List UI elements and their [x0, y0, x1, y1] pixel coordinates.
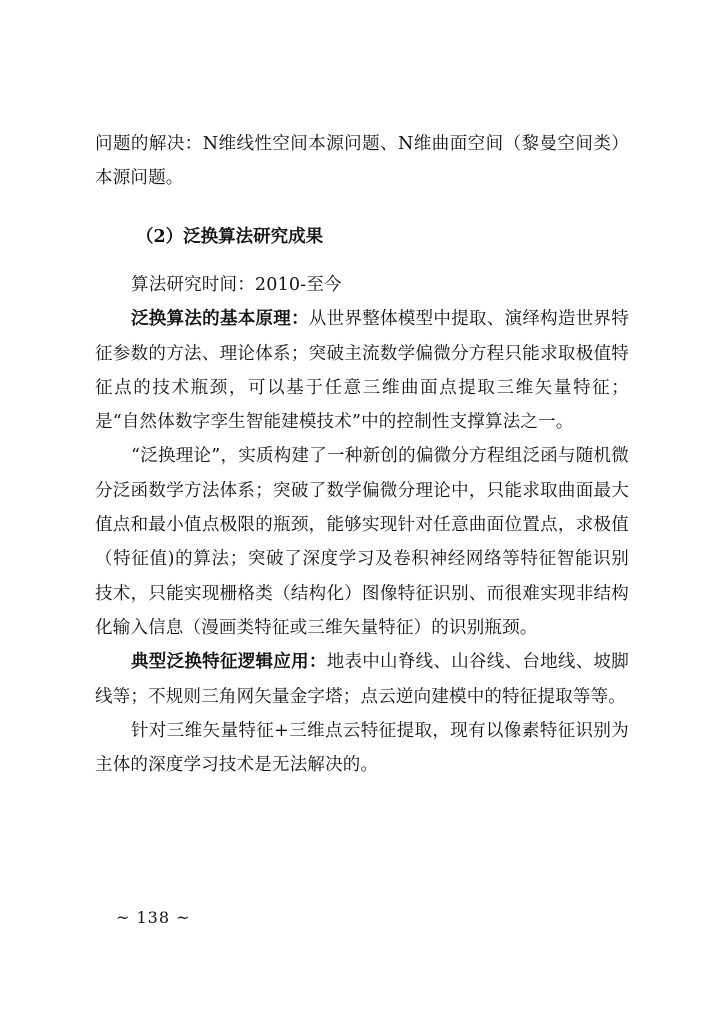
theory-paragraph: “泛换理论”，实质构建了一种新创的偏微分方程组泛函与随机微分泛函数学方法体系；突破了数学偏微分理论中，只能求取曲面最大值点和最小值点极限的瓶颈，能够实现针对任意曲面位置点，求极值（特征值)的算法；突破了深度学习及卷积神经网络等特征智能识别技术，只能实现栅格类（结构化）图像特征识别、而很难实现非结构化输入信息（漫画类特征或三维矢量特征）的识别瓶颈。 — [95, 446, 629, 638]
closing-paragraph: 针对三维矢量特征+三维点云特征提取，现有以像素特征识别为主体的深度学习技术是无法解决的。 — [95, 720, 629, 776]
application-label: 典型泛换特征逻辑应用： — [131, 652, 327, 673]
application-paragraph — [95, 645, 629, 714]
principle-label: 泛换算法的基本原理： — [131, 309, 309, 330]
principle-text: 从世界整体模型中提取、演绎构造世界特征参数的方法、理论体系；突破主流数学偏微分方程只能求取极值特征点的技术瓶颈，可以基于任意三维曲面点提取三维矢量特征；是“自然体数字孪生智能建模技术”中的控制性支撑算法之一。 — [95, 309, 629, 433]
principle-paragraph — [95, 302, 629, 439]
section-heading: （2）泛换算法研究成果 — [136, 227, 324, 247]
intro-text: 问题的解决：N维线性空间本源问题、N维曲面空间（黎曼空间类）本源问题。 — [95, 134, 629, 189]
application-text: 地表中山脊线、山谷线、台地线、坡脚线等；不规则三角网矢量金字塔；点云逆向建模中的特征提取等等。 — [95, 652, 630, 707]
research-time: 算法研究时间：2010-至今 — [131, 275, 342, 295]
intro-paragraph — [95, 127, 629, 196]
page-number: ~ 138 ~ — [116, 908, 191, 927]
main-content — [95, 268, 629, 782]
